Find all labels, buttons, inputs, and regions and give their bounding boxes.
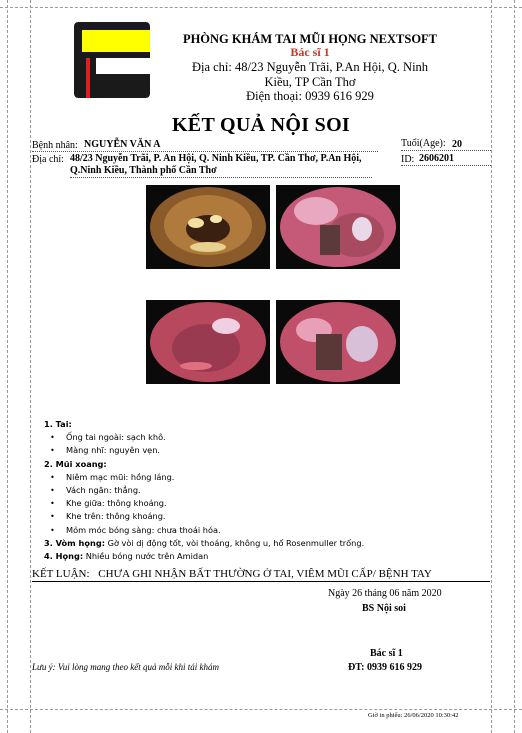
clinic-address [170, 60, 450, 90]
endoscopy-image-3 [146, 300, 270, 384]
id-label: ID: [401, 154, 415, 165]
ear-heading: 1. Tai: [44, 419, 72, 429]
nasopharynx-row [44, 537, 464, 550]
clinic-phone: Điện thoại: 0939 616 929 [246, 89, 374, 103]
nose-item: • Mỏm móc bóng sàng: chưa thoái hóa. [44, 524, 464, 537]
nasopharynx-text: Gờ vòi dị động tốt, vòi thoáng, không u, hố Rosenmuller trống. [107, 537, 365, 548]
throat-label: 4. Họng: [44, 551, 84, 562]
patient-name: NGUYỄN VĂN A [84, 139, 161, 150]
ear-item: • Ống tai ngoài: sạch khô. [44, 431, 464, 444]
patient-name-label: Bệnh nhân: [32, 140, 78, 151]
patient-age: 20 [452, 139, 462, 150]
patient-address-line1: 48/23 Nguyễn Trãi, P. An Hội, Q. Ninh Kiều, TP. Cần Thơ, P.An Hội, [70, 153, 362, 164]
address-underline [70, 177, 372, 178]
nose-item: • Niêm mạc mũi: hồng láng. [44, 471, 464, 484]
endoscopy-image-4 [276, 300, 400, 384]
patient-name-underline [32, 151, 378, 152]
nasopharynx-label: 3. Vòm họng: [44, 537, 105, 548]
conclusion-text: CHƯA GHI NHẬN BẤT THƯỜNG Ở TAI, VIÊM MŨI CẤP/ BỆNH TAY [98, 568, 432, 580]
clinic-address-line2: Kiều, TP Cần Thơ [264, 75, 356, 89]
margin-guide-top [0, 7, 522, 8]
report-date: Ngày 26 tháng 06 năm 2020 [328, 588, 442, 599]
conclusion-row [32, 568, 432, 580]
followup-note: Lưu ý: Vui lòng mang theo kết quả mỗi khi tái khám [32, 662, 219, 672]
patient-address-label: Địa chỉ: [32, 154, 64, 165]
nose-item: • Vách ngăn: thẳng. [44, 484, 464, 497]
doctor-name: Bác sĩ 1 [290, 45, 330, 59]
clinic-address-line1: Địa chỉ: 48/23 Nguyễn Trãi, P.An Hội, Q. Ninh [191, 60, 429, 74]
margin-guide-left [7, 0, 8, 733]
conclusion-underline [32, 581, 490, 582]
nose-item: • Khe giữa: thông khoáng. [44, 497, 464, 510]
age-underline [401, 150, 491, 151]
clinic-logo [74, 22, 150, 98]
signer-name: Bác sĩ 1 [370, 648, 403, 659]
report-title: KẾT QUẢ NỘI SOI [171, 114, 351, 136]
id-underline [401, 165, 491, 166]
patient-id: 2606201 [419, 153, 454, 164]
nose-item: • Khe trên: thông khoáng. [44, 510, 464, 523]
ear-item: • Màng nhĩ: nguyên vẹn. [44, 444, 464, 457]
margin-guide-inner-left [30, 0, 31, 733]
margin-guide-inner-right [491, 0, 492, 733]
signer-phone: ĐT: 0939 616 929 [348, 662, 422, 673]
endoscopy-image-2 [276, 185, 400, 269]
print-time: Giờ in phiếu: 26/06/2020 10:30:42 [368, 712, 459, 719]
conclusion-label: KẾT LUẬN: [32, 568, 90, 580]
nose-heading: 2. Mũi xoang: [44, 458, 107, 469]
age-label: Tuổi(Age): [401, 138, 446, 149]
clinic-name: PHÒNG KHÁM TAI MŨI HỌNG NEXTSOFT [182, 32, 438, 46]
signer-role: BS Nội soi [362, 603, 406, 614]
throat-text: Nhiều bóng nước trên Amidan [85, 551, 209, 562]
margin-guide-bottom [0, 709, 522, 710]
throat-row [44, 550, 464, 563]
patient-address-line2: Q.Ninh Kiều, Thành phố Cần Thơ [70, 165, 217, 176]
margin-guide-right [514, 0, 515, 733]
endoscopy-image-1 [146, 185, 270, 269]
findings-section [44, 418, 464, 563]
